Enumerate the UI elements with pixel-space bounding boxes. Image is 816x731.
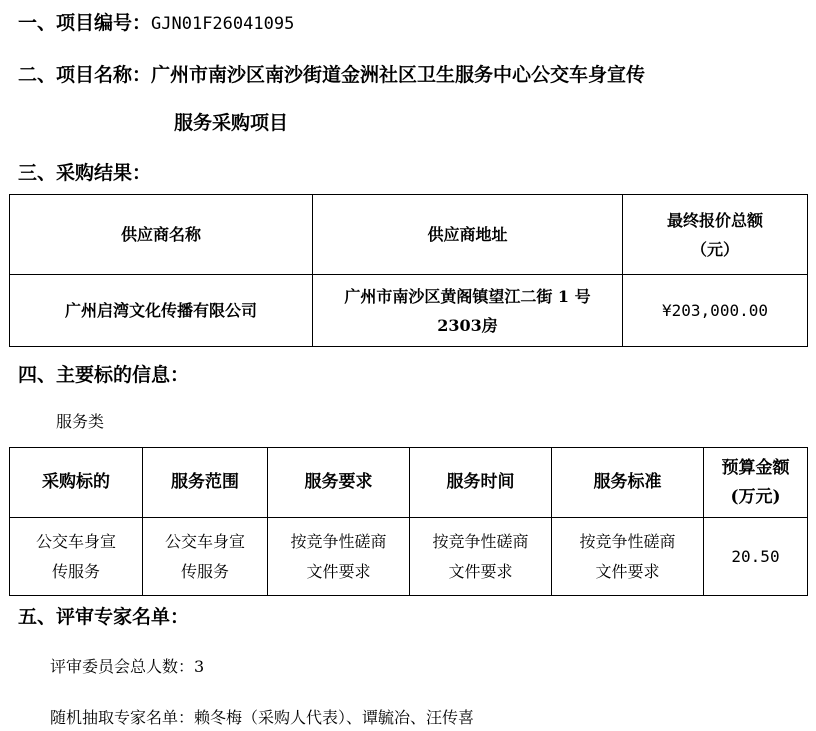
- time-line1: 按竞争性磋商: [432, 531, 529, 551]
- procurement-result-heading: 三、采购结果：: [18, 162, 152, 184]
- committee-total: 评审委员会总人数：3: [50, 657, 205, 676]
- subject-info-heading: 四、主要标的信息：: [18, 364, 190, 386]
- project-name-heading: [18, 60, 645, 87]
- subject-line2: 传服务: [51, 561, 100, 581]
- requirement-line1: 按竞争性磋商: [290, 531, 387, 551]
- standard-cell: [552, 518, 704, 596]
- header-standard: 服务标准: [552, 448, 704, 518]
- scope-line2: 传服务: [180, 561, 229, 581]
- header-subject: 采购标的: [10, 448, 143, 518]
- expert-list-heading: 五、评审专家名单：: [18, 606, 190, 628]
- time-line2: 文件要求: [448, 561, 513, 581]
- final-quote-amount: ¥203,000.00: [623, 275, 808, 347]
- header-scope: 服务范围: [143, 448, 268, 518]
- project-number-heading: [18, 8, 294, 35]
- supplier-address-line1: 广州市南沙区黄阁镇望江二街 1 号: [344, 286, 591, 306]
- scope-cell: [143, 518, 268, 596]
- supplier-address-line2: 2303房: [437, 315, 498, 335]
- subject-line1: 公交车身宣: [35, 531, 116, 551]
- result-table: [9, 194, 808, 347]
- result-table-header: [10, 195, 808, 275]
- expert-names: 随机抽取专家名单：赖冬梅（采购人代表）、谭毓冶、汪传喜: [50, 708, 475, 727]
- header-final-quote-line1: 最终报价总额: [666, 210, 763, 230]
- scope-line1: 公交车身宣: [164, 531, 245, 551]
- subject-cell: [10, 518, 143, 596]
- requirement-line2: 文件要求: [306, 561, 371, 581]
- table-row: [10, 275, 808, 347]
- requirement-cell: [268, 518, 410, 596]
- project-number-value: GJN01F26041095: [151, 14, 295, 34]
- project-number-label: 一、项目编号：: [18, 12, 152, 34]
- subject-table: [9, 447, 808, 596]
- supplier-name: 广州启湾文化传播有限公司: [10, 275, 313, 347]
- project-name-label: 二、项目名称：: [18, 64, 152, 86]
- header-final-quote-unit: （元）: [690, 239, 739, 259]
- budget-amount: 20.50: [704, 518, 808, 596]
- subject-category: 服务类: [56, 412, 105, 431]
- table-row: [10, 518, 808, 596]
- header-time: 服务时间: [410, 448, 552, 518]
- header-budget-line1: 预算金额: [721, 457, 790, 478]
- time-cell: [410, 518, 552, 596]
- supplier-address: [313, 275, 623, 347]
- header-supplier-address: 供应商地址: [313, 195, 623, 275]
- project-name-line2: 服务采购项目: [174, 112, 289, 134]
- standard-line1: 按竞争性磋商: [579, 531, 676, 551]
- project-name-line1: 广州市南沙区南沙街道金洲社区卫生服务中心公交车身宣传: [151, 64, 646, 86]
- header-requirement: 服务要求: [268, 448, 410, 518]
- subject-table-header: [10, 448, 808, 518]
- header-final-quote: [623, 195, 808, 275]
- header-supplier-name: 供应商名称: [10, 195, 313, 275]
- header-budget: [704, 448, 808, 518]
- standard-line2: 文件要求: [595, 561, 660, 581]
- header-budget-unit: (万元): [730, 486, 781, 507]
